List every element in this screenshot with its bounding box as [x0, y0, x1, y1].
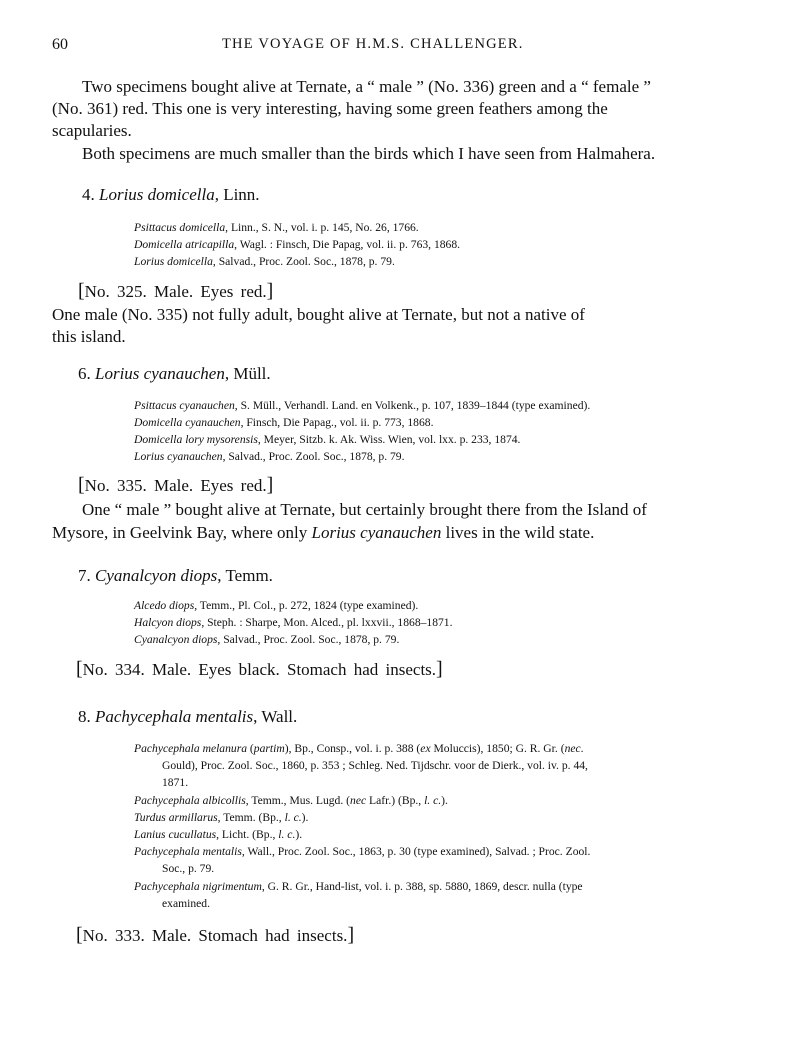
specimen-note: [No. 325. Male. Eyes red.]	[78, 280, 274, 302]
synonym-reference-continued: Soc., p. 79.	[162, 862, 215, 875]
species-number: 6.	[78, 364, 91, 383]
synonym-reference: Alcedo diops, Temm., Pl. Col., p. 272, 1824 (type examined).	[134, 599, 419, 612]
intro-line-1: Two specimens bought alive at Ternate, a “ male ” (No. 336) green and a “ female ”	[82, 77, 651, 96]
species-number: 4.	[82, 185, 95, 204]
synonym-reference-continued: examined.	[162, 897, 210, 910]
intro-line-2: (No. 361) red. This one is very interesting, having some green feathers among the	[52, 99, 608, 118]
species-author: , Linn.	[214, 185, 260, 204]
specimen-note: [No. 335. Male. Eyes red.]	[78, 474, 274, 496]
species-heading	[78, 566, 273, 586]
synonym-reference: Pachycephala albicollis, Temm., Mus. Lugd. (nec Lafr.) (Bp., l. c.).	[134, 794, 448, 807]
synonym-reference-continued: Gould), Proc. Zool. Soc., 1860, p. 353 ; Schleg. Ned. Tijdschr. voor de Dierk., vol. iv. p. 44,	[162, 759, 588, 772]
synonym-reference: Psittacus cyanauchen, S. Müll., Verhandl. Land. en Volkenk., p. 107, 1839–1844 (type examined).	[134, 399, 591, 412]
specimen-note: [No. 334. Male. Eyes black. Stomach had insects.]	[76, 658, 443, 680]
running-title: THE VOYAGE OF H.M.S. CHALLENGER.	[222, 36, 524, 52]
species-heading	[78, 707, 297, 727]
species-name: Cyanalcyon diops	[95, 566, 218, 585]
species-author: , Wall.	[253, 707, 298, 726]
specimen-note: [No. 333. Male. Stomach had insects.]	[76, 924, 355, 946]
intro-line-3: scapularies.	[52, 121, 132, 140]
remark-line: One “ male ” bought alive at Ternate, but certainly brought there from the Island of	[82, 500, 647, 519]
page-number: 60	[52, 36, 68, 53]
synonym-reference: Pachycephala melanura (partim), Bp., Consp., vol. i. p. 388 (ex Moluccis), 1850; G. R. Gr. (nec.	[134, 742, 584, 755]
species-name: Lorius domicella	[99, 185, 215, 204]
remark-line: this island.	[52, 327, 126, 346]
species-name: Pachycephala mentalis	[95, 707, 254, 726]
species-number: 8.	[78, 707, 91, 726]
species-name: Lorius cyanauchen	[95, 364, 225, 383]
synonym-reference: Domicella lory mysorensis, Meyer, Sitzb. k. Ak. Wiss. Wien, vol. lxx. p. 233, 1874.	[134, 433, 521, 446]
synonym-reference: Cyanalcyon diops, Salvad., Proc. Zool. Soc., 1878, p. 79.	[134, 633, 400, 646]
synonym-reference: Domicella atricapilla, Wagl. : Finsch, Die Papag, vol. ii. p. 763, 1868.	[134, 238, 461, 251]
species-heading	[82, 185, 260, 205]
synonym-reference: Pachycephala nigrimentum, G. R. Gr., Hand-list, vol. i. p. 388, sp. 5880, 1869, descr. nulla (type	[134, 880, 583, 893]
intro-line-4: Both specimens are much smaller than the birds which I have seen from Halmahera.	[82, 144, 656, 163]
remark-line: Mysore, in Geelvink Bay, where only Lorius cyanauchen lives in the wild state.	[52, 523, 595, 542]
synonym-reference: Halcyon diops, Steph. : Sharpe, Mon. Alced., pl. lxxvii., 1868–1871.	[134, 616, 453, 629]
species-number: 7.	[78, 566, 91, 585]
synonym-reference: Psittacus domicella, Linn., S. N., vol. i. p. 145, No. 26, 1766.	[134, 221, 419, 234]
synonym-reference: Lorius domicella, Salvad., Proc. Zool. Soc., 1878, p. 79.	[134, 255, 395, 268]
synonym-reference: Domicella cyanauchen, Finsch, Die Papag., vol. ii. p. 773, 1868.	[134, 416, 434, 429]
remark-line: One male (No. 335) not fully adult, bought alive at Ternate, but not a native of	[52, 305, 585, 324]
synonym-reference: Turdus armillarus, Temm. (Bp., l. c.).	[134, 811, 309, 824]
synonym-reference: Lanius cucullatus, Licht. (Bp., l. c.).	[134, 828, 303, 841]
species-author: , Müll.	[224, 364, 271, 383]
species-author: , Temm.	[217, 566, 273, 585]
species-heading	[78, 364, 271, 384]
synonym-reference: Pachycephala mentalis, Wall., Proc. Zool. Soc., 1863, p. 30 (type examined), Salvad. ; Proc. Zool.	[134, 845, 591, 858]
synonym-reference: Lorius cyanauchen, Salvad., Proc. Zool. Soc., 1878, p. 79.	[134, 450, 405, 463]
synonym-reference-continued: 1871.	[162, 776, 189, 789]
